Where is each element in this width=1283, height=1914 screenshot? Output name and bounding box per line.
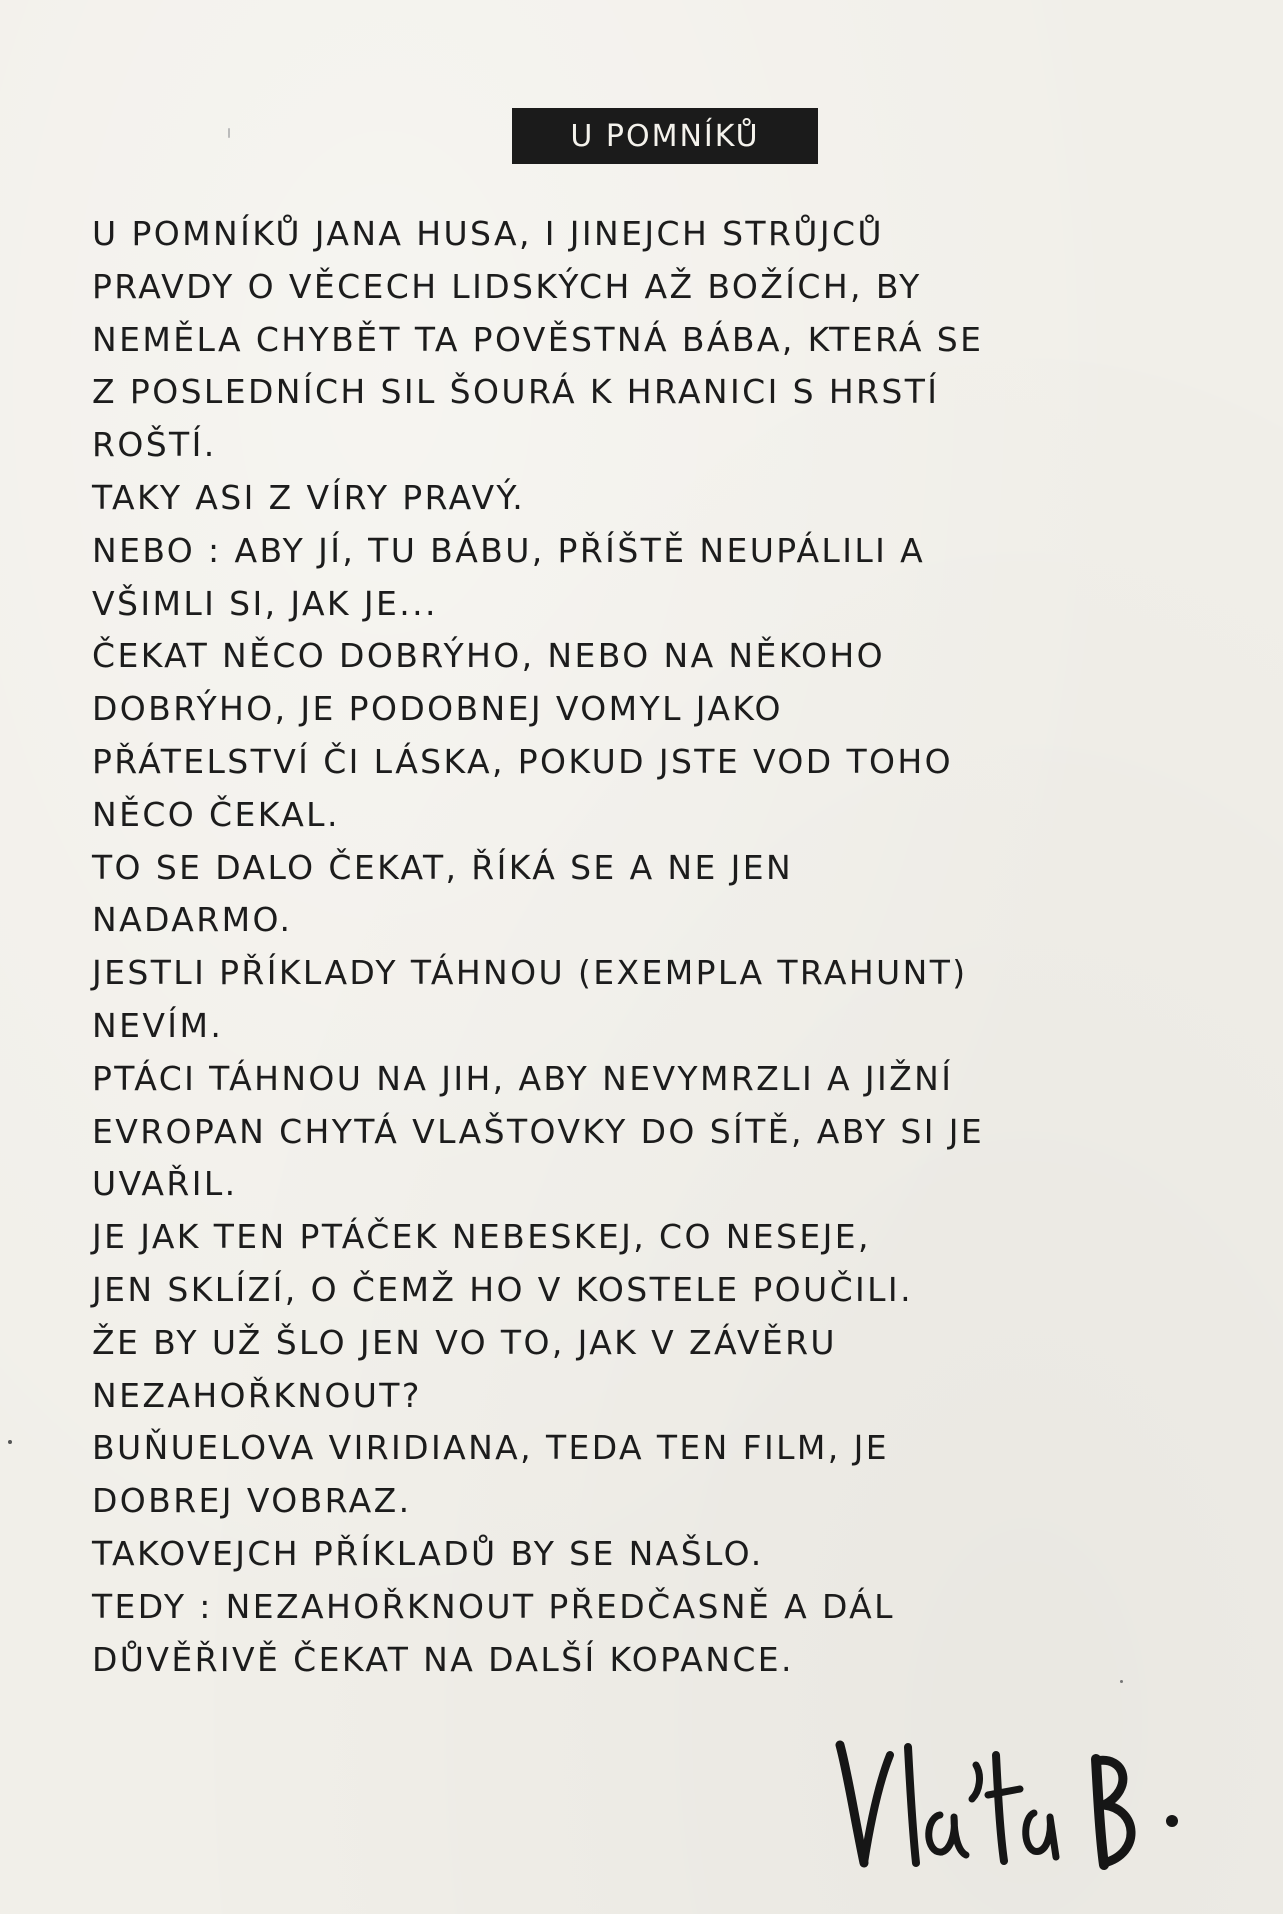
poem-line: JE JAK TEN PTÁČEK NEBESKEJ, CO NESEJE, (92, 1217, 871, 1257)
poem-line: NEVÍM. (92, 1005, 224, 1045)
paper-speck (8, 1440, 12, 1444)
poem-line: ČEKAT NĚCO DOBRÝHO, NEBO NA NĚKOHO (92, 636, 885, 676)
poem-line: NEZAHOŘKNOUT? (92, 1375, 422, 1415)
poem-line: PRAVDY O VĚCECH LIDSKÝCH AŽ BOŽÍCH, BY (92, 266, 922, 306)
poem-line: NĚCO ČEKAL. (92, 794, 340, 834)
poem-line: U POMNÍKŮ JANA HUSA, I JINEJCH STRŮJCŮ (92, 214, 884, 253)
poem-line: JEN SKLÍZÍ, O ČEMŽ HO V KOSTELE POUČILI. (92, 1269, 913, 1309)
paper-speck (228, 128, 230, 138)
poem-line: NEBO : ABY JÍ, TU BÁBU, PŘÍŠTĚ NEUPÁLILI A (92, 530, 926, 570)
poem-line: PŘÁTELSTVÍ ČI LÁSKA, POKUD JSTE VOD TOHO (92, 741, 953, 781)
poem-line: BUŇUELOVA VIRIDIANA, TEDA TEN FILM, JE (92, 1428, 889, 1468)
poem-line: EVROPAN CHYTÁ VLAŠTOVKY DO SÍTĚ, ABY SI JE (92, 1111, 985, 1151)
poem-line: TAKOVEJCH PŘÍKLADŮ BY SE NAŠLO. (92, 1533, 764, 1573)
poem-line: DOBREJ VOBRAZ. (92, 1481, 412, 1521)
poem-line: JESTLI PŘÍKLADY TÁHNOU (EXEMPLA TRAHUNT) (92, 953, 968, 993)
poem-line: VŠIMLI SI, JAK JE... (92, 583, 438, 623)
poem-line: DŮVĚŘIVĚ ČEKAT NA DALŠÍ KOPANCE. (92, 1639, 794, 1679)
handwritten-signature (820, 1725, 1200, 1875)
title-box (512, 108, 818, 164)
poem-line: TO SE DALO ČEKAT, ŘÍKÁ SE A NE JEN (92, 847, 794, 887)
poem-line: TAKY ASI Z VÍRY PRAVÝ. (92, 477, 526, 517)
poem-line: NADARMO. (92, 900, 293, 940)
poem-line: UVAŘIL. (92, 1164, 238, 1204)
poem-line: Z POSLEDNÍCH SIL ŠOURÁ K HRANICI S HRSTÍ (92, 372, 940, 412)
poem-line: TEDY : NEZAHOŘKNOUT PŘEDČASNĚ A DÁL (92, 1586, 895, 1626)
page-title: U POMNÍKŮ (570, 118, 760, 154)
poem-line: NEMĚLA CHYBĚT TA POVĚSTNÁ BÁBA, KTERÁ SE (92, 319, 984, 359)
paper-speck (1120, 1680, 1123, 1683)
poem-line: DOBRÝHO, JE PODOBNEJ VOMYL JAKO (92, 689, 783, 729)
poem-line: ŽE BY UŽ ŠLO JEN VO TO, JAK V ZÁVĚRU (92, 1322, 837, 1362)
poem-line: ROŠTÍ. (92, 425, 217, 465)
poem-text (92, 208, 1242, 1686)
poem-line: PTÁCI TÁHNOU NA JIH, ABY NEVYMRZLI A JIŽNÍ (92, 1058, 954, 1098)
